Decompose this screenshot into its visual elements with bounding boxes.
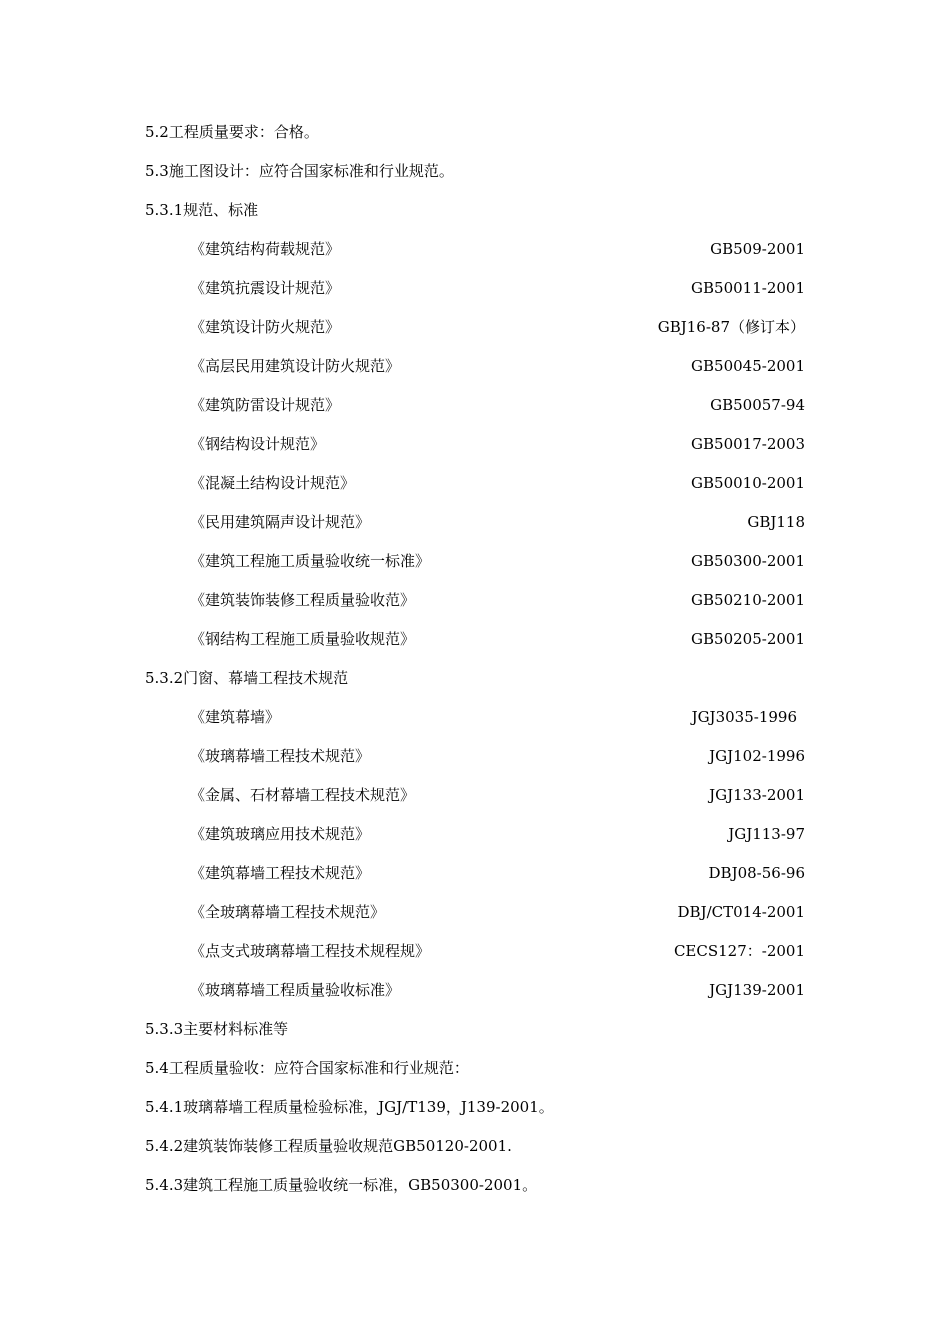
standard-code: GB50017-2003 [691,435,805,453]
standard-code: GB50205-2001 [691,630,805,648]
standard-code: JGJ133-2001 [709,786,805,804]
standard-title: 《建筑装饰装修工程质量验收范》 [190,591,416,609]
heading-5-3-1: 5.3.1规范、标准 [145,201,259,219]
standard-code: GB50011-2001 [691,279,805,297]
heading-5-3-3: 5.3.3主要材料标准等 [145,1020,289,1038]
heading-5-3: 5.3施工图设计：应符合国家标准和行业规范。 [145,162,454,180]
standard-code: GB50045-2001 [691,357,805,375]
standard-code: GB509-2001 [710,240,805,258]
standard-title: 《钢结构工程施工质量验收规范》 [190,630,416,648]
standard-title: 《全玻璃幕墙工程技术规范》 [190,903,386,921]
heading-5-4-3: 5.4.3建筑工程施工质量验收统一标准，GB50300-2001。 [145,1176,538,1194]
standard-title: 《玻璃幕墙工程质量验收标准》 [190,981,401,999]
standard-code: JGJ139-2001 [709,981,805,999]
heading-5-2: 5.2工程质量要求：合格。 [145,123,319,141]
heading-5-3-2: 5.3.2门窗、幕墙工程技术规范 [145,669,349,687]
standard-title: 《建筑玻璃应用技术规范》 [190,825,371,843]
standard-code: GB50300-2001 [691,552,805,570]
standard-code: GBJ118 [747,513,805,531]
standard-code: GB50010-2001 [691,474,805,492]
heading-5-4-2: 5.4.2建筑装饰装修工程质量验收规范GB50120-2001. [145,1137,512,1155]
standard-title: 《建筑结构荷载规范》 [190,240,341,258]
standard-title: 《民用建筑隔声设计规范》 [190,513,371,531]
standard-title: 《玻璃幕墙工程技术规范》 [190,747,371,765]
standard-code: GB50210-2001 [691,591,805,609]
standard-title: 《建筑防雷设计规范》 [190,396,341,414]
standard-title: 《金属、石材幕墙工程技术规范》 [190,786,416,804]
heading-5-4-1: 5.4.1玻璃幕墙工程质量检验标准，JGJ/T139，J139-2001。 [145,1098,554,1116]
standard-title: 《建筑设计防火规范》 [190,318,341,336]
standard-code: JGJ3035-1996 [691,708,797,726]
standard-code: DBJ/CT014-2001 [677,903,805,921]
standard-title: 《建筑抗震设计规范》 [190,279,341,297]
standard-title: 《建筑幕墙工程技术规范》 [190,864,371,882]
standard-code: JGJ102-1996 [709,747,805,765]
standard-code: DBJ08-56-96 [708,864,805,882]
standard-title: 《建筑工程施工质量验收统一标准》 [190,552,431,570]
standard-code: GB50057-94 [710,396,805,414]
standard-code: CECS127：-2001 [673,942,805,960]
heading-5-4: 5.4工程质量验收：应符合国家标准和行业规范： [145,1059,469,1077]
standard-code: JGJ113-97 [728,825,805,843]
standard-title: 《建筑幕墙》 [190,708,281,726]
standard-title: 《混凝土结构设计规范》 [190,474,356,492]
standard-title: 《点支式玻璃幕墙工程技术规程规》 [190,942,431,960]
standard-code: GBJ16-87（修订本） [657,318,805,336]
standard-title: 《高层民用建筑设计防火规范》 [190,357,401,375]
standard-title: 《钢结构设计规范》 [190,435,326,453]
